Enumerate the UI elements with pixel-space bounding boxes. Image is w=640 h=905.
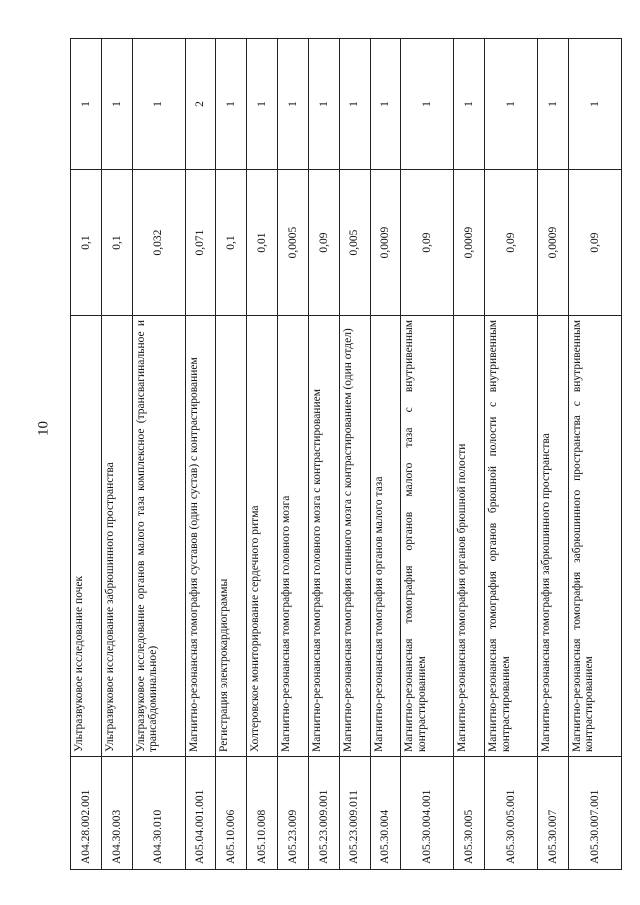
service-code: A05.04.001.001 — [185, 757, 216, 870]
service-name: Магнитно-резонансная томография органов брюшной полости — [454, 316, 485, 757]
service-code: A05.23.009 — [278, 757, 309, 870]
service-name: Магнитно-резонансная томография суставов (один сустав) с контрастированием — [185, 316, 216, 757]
frequency-value: 0,071 — [185, 170, 216, 316]
service-code: A05.23.009.001 — [308, 757, 339, 870]
service-code: A05.10.008 — [247, 757, 278, 870]
table-row — [101, 39, 132, 870]
multiplicity-value: 1 — [101, 39, 132, 170]
service-name: Холтеровское мониторирование сердечного ритма — [247, 316, 278, 757]
service-name: Ультразвуковое исследование органов малого таза комплексное (трансвагинальное и трансабдоминальное) — [132, 316, 185, 757]
multiplicity-value: 1 — [370, 39, 401, 170]
multiplicity-value: 1 — [278, 39, 309, 170]
multiplicity-value: 1 — [538, 39, 569, 170]
service-code: A05.23.009.011 — [339, 757, 370, 870]
table-row — [247, 39, 278, 870]
table-row — [454, 39, 485, 870]
table-row — [339, 39, 370, 870]
frequency-value: 0,0009 — [454, 170, 485, 316]
service-name: Магнитно-резонансная томография органов малого таза с внутривенным контрастированием — [401, 316, 454, 757]
service-name: Магнитно-резонансная томография головного мозга — [278, 316, 309, 757]
multiplicity-value: 1 — [485, 39, 538, 170]
service-name: Ультразвуковое исследование почек — [71, 316, 102, 757]
table-row — [185, 39, 216, 870]
table-row — [370, 39, 401, 870]
service-name: Магнитно-резонансная томография головного мозга с контрастированием — [308, 316, 339, 757]
frequency-value: 0,0009 — [370, 170, 401, 316]
multiplicity-value: 1 — [71, 39, 102, 170]
table-row — [401, 39, 454, 870]
multiplicity-value: 1 — [454, 39, 485, 170]
multiplicity-value: 1 — [308, 39, 339, 170]
multiplicity-value: 1 — [339, 39, 370, 170]
service-code: A05.30.004 — [370, 757, 401, 870]
service-code: A04.28.002.001 — [71, 757, 102, 870]
service-name: Магнитно-резонансная томография органов малого таза — [370, 316, 401, 757]
service-name: Ультразвуковое исследование забрюшинного пространства — [101, 316, 132, 757]
table-row — [71, 39, 102, 870]
service-code: A05.30.005.001 — [485, 757, 538, 870]
frequency-value: 0,0009 — [538, 170, 569, 316]
frequency-value: 0,1 — [216, 170, 247, 316]
frequency-value: 0,01 — [247, 170, 278, 316]
multiplicity-value: 1 — [401, 39, 454, 170]
table-row — [308, 39, 339, 870]
service-code: A04.30.010 — [132, 757, 185, 870]
table-row — [485, 39, 538, 870]
services-table-rotated — [70, 38, 622, 870]
frequency-value: 0,09 — [568, 170, 621, 316]
service-code: A05.30.005 — [454, 757, 485, 870]
service-name: Магнитно-резонансная томография забрюшинного пространства с внутривенным контрастированием — [568, 316, 621, 757]
multiplicity-value: 1 — [216, 39, 247, 170]
frequency-value: 0,09 — [401, 170, 454, 316]
multiplicity-value: 1 — [132, 39, 185, 170]
frequency-value: 0,09 — [485, 170, 538, 316]
table-row — [568, 39, 621, 870]
frequency-value: 0,032 — [132, 170, 185, 316]
frequency-value: 0,1 — [71, 170, 102, 316]
page-number: 10 — [35, 421, 52, 436]
table-row — [216, 39, 247, 870]
service-name: Магнитно-резонансная томография спинного мозга с контрастированием (один отдел) — [339, 316, 370, 757]
service-name: Регистрация электрокардиограммы — [216, 316, 247, 757]
frequency-value: 0,005 — [339, 170, 370, 316]
multiplicity-value: 2 — [185, 39, 216, 170]
frequency-value: 0,09 — [308, 170, 339, 316]
service-code: A05.30.004.001 — [401, 757, 454, 870]
service-name: Магнитно-резонансная томография забрюшинного пространства — [538, 316, 569, 757]
table-row — [278, 39, 309, 870]
frequency-value: 0,0005 — [278, 170, 309, 316]
service-code: A04.30.003 — [101, 757, 132, 870]
table-row — [132, 39, 185, 870]
service-name: Магнитно-резонансная томография органов брюшной полости с внутривенным контрастированием — [485, 316, 538, 757]
service-code: A05.30.007.001 — [568, 757, 621, 870]
multiplicity-value: 1 — [247, 39, 278, 170]
frequency-value: 0,1 — [101, 170, 132, 316]
service-code: A05.10.006 — [216, 757, 247, 870]
services-table — [70, 38, 622, 870]
service-code: A05.30.007 — [538, 757, 569, 870]
table-row — [538, 39, 569, 870]
multiplicity-value: 1 — [568, 39, 621, 170]
